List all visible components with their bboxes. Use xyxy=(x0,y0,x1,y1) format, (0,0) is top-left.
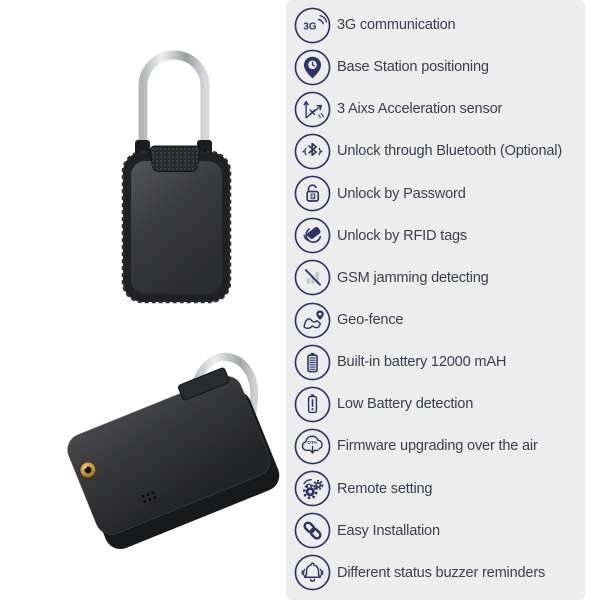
feature-label: Unlock through Bluetooth (Optional) xyxy=(337,143,563,160)
battery-full-icon xyxy=(294,344,331,381)
shackle xyxy=(143,55,205,160)
feature-label: Built-in battery 12000 mAH xyxy=(337,354,507,371)
svg-text:3G: 3G xyxy=(303,20,317,32)
feature-item xyxy=(294,130,583,172)
svg-text:OTA: OTA xyxy=(307,440,317,446)
password-lock-icon xyxy=(294,175,331,212)
feature-label: Base Station positioning xyxy=(337,59,489,76)
feature-label: 3G communication xyxy=(337,17,456,34)
feature-item xyxy=(294,425,583,467)
feature-label: GSM jamming detecting xyxy=(337,269,489,286)
bluetooth-icon xyxy=(294,133,331,170)
buzzer-bell-icon xyxy=(294,554,331,591)
location-pin-icon xyxy=(294,49,331,86)
feature-item xyxy=(294,173,583,215)
feature-item xyxy=(294,383,583,425)
svg-text:1: 1 xyxy=(311,194,314,200)
feature-label: Unlock by Password xyxy=(337,185,466,202)
ota-cloud-icon xyxy=(294,428,331,465)
battery-low-icon xyxy=(294,386,331,423)
feature-item xyxy=(294,257,583,299)
feature-item xyxy=(294,468,583,510)
remote-gears-icon xyxy=(294,470,331,507)
feature-item xyxy=(294,299,583,341)
feature-label: Geo-fence xyxy=(337,312,404,329)
feature-item xyxy=(294,552,583,594)
gsm-jamming-icon xyxy=(294,259,331,296)
lock-body-face xyxy=(131,161,222,294)
geo-fence-map-icon xyxy=(294,302,331,339)
feature-label: Firmware upgrading over the air xyxy=(337,438,538,455)
feature-item xyxy=(294,88,583,130)
top-latch xyxy=(150,146,200,172)
product-image-front xyxy=(88,36,262,311)
feature-item xyxy=(294,510,583,552)
feature-label: Low Battery detection xyxy=(337,396,474,413)
chain-link-icon xyxy=(294,512,331,549)
rfid-card-icon xyxy=(294,217,331,254)
feature-label: Different status buzzer reminders xyxy=(337,564,546,581)
feature-label: Unlock by RFID tags xyxy=(337,227,468,244)
feature-item xyxy=(294,341,583,383)
feature-label: Easy Installation xyxy=(337,522,440,539)
feature-label: 3 Aixs Acceleration sensor xyxy=(337,101,503,118)
feature-item xyxy=(294,46,583,88)
keyhole-port xyxy=(80,462,96,478)
3-axis-icon xyxy=(294,91,331,128)
feature-label: Remote setting xyxy=(337,480,433,497)
product-image-angled xyxy=(52,338,284,553)
feature-item xyxy=(294,215,583,257)
features-panel xyxy=(286,0,585,600)
3g-signal-icon xyxy=(294,7,331,44)
feature-item xyxy=(294,4,583,46)
